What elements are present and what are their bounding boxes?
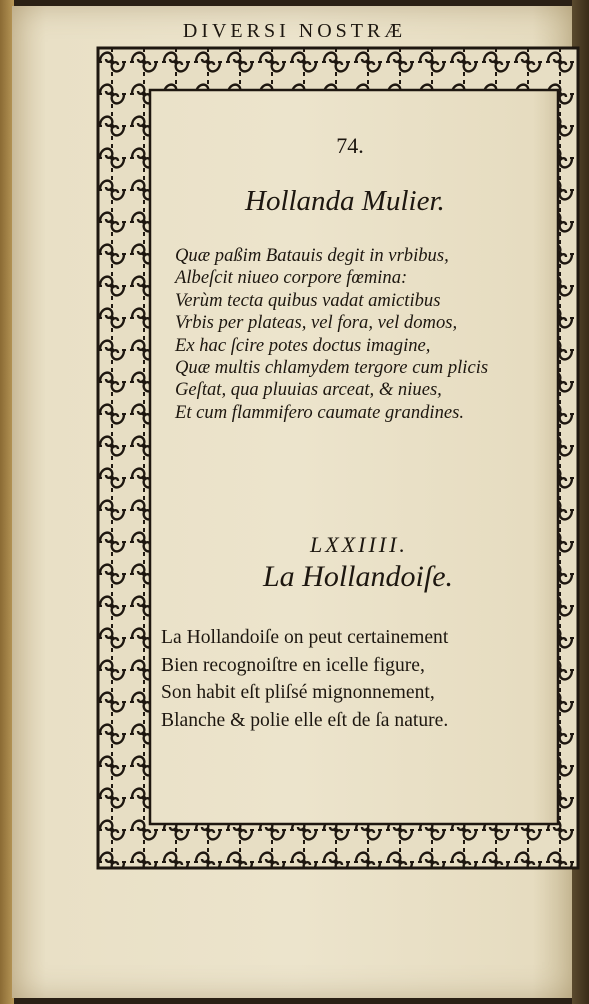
ornamental-border — [96, 46, 582, 872]
latin-verse-line: Et cum flammifero caumate grandines. — [175, 401, 465, 423]
latin-verse-line: Vrbis per plateas, vel fora, vel domos, — [175, 312, 458, 334]
section-numeral: LXXIIII. — [310, 532, 408, 557]
latin-verses — [175, 245, 488, 424]
latin-verse-line: Geſtat, qua pluuias arceat, & niues, — [175, 379, 442, 401]
french-verse-line: Bien recognoiſtre en icelle figure, — [161, 654, 425, 676]
latin-verse-line: Quæ multis chlamydem tergore cum plicis — [175, 357, 489, 379]
running-head: DIVERSI NOSTRÆ — [182, 20, 407, 42]
page-number: 74. — [336, 133, 364, 158]
latin-verse-line: Verùm tecta quibus vadat amictibus — [175, 289, 441, 311]
french-title: La Hollandoiſe. — [263, 560, 454, 593]
french-verse-line: Blanche & polie elle eſt de ſa nature. — [161, 709, 449, 731]
latin-verse-line: Albeſcit niueo corpore fœmina: — [175, 267, 408, 289]
french-verse-line: Son habit eſt pliſsé mignonnement, — [161, 682, 435, 704]
latin-verse-line: Quæ paßim Batauis degit in vrbibus, — [175, 245, 449, 266]
french-verse-line: La Hollandoiſe on peut certainement — [161, 627, 449, 648]
latin-verse-line: Ex hac ſcire potes doctus imagine, — [175, 334, 431, 356]
latin-title: Hollanda Mulier. — [245, 185, 445, 217]
french-verses — [161, 624, 448, 734]
